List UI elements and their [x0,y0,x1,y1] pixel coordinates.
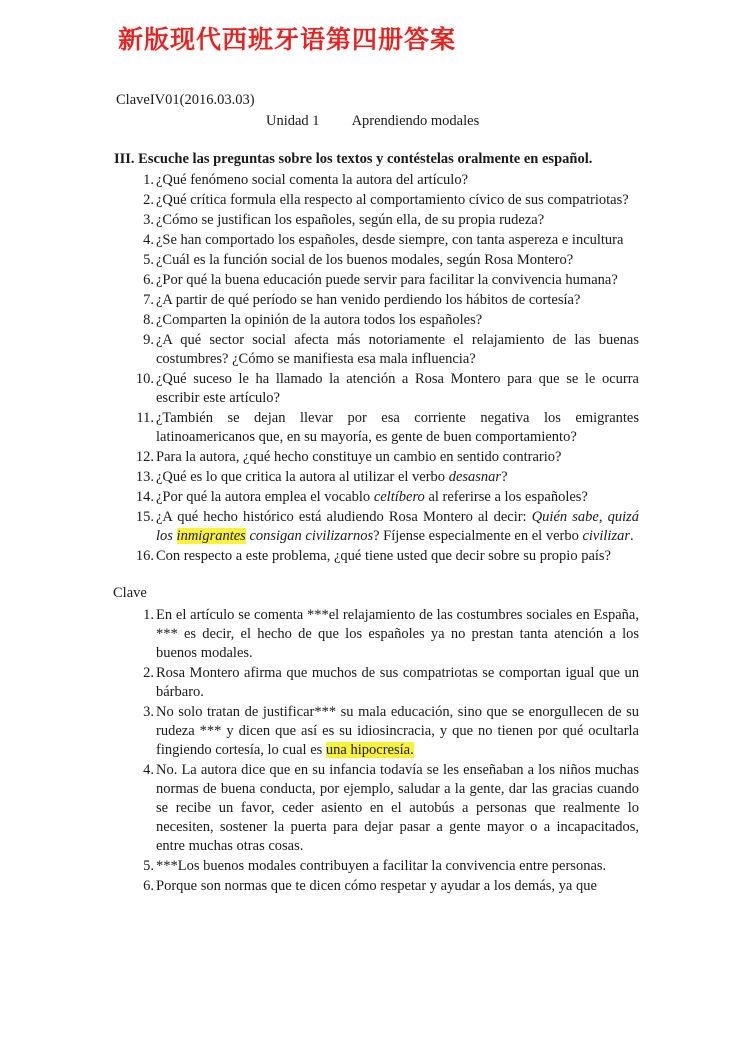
question-item [114,231,639,250]
answer-text: Porque son normas que te dicen cómo respetar y ayudar a los demás, ya que [156,878,597,894]
italic-quote: consigan civilizarnos [245,528,374,544]
item-number: 11. [136,410,154,426]
highlighted-phrase: una hipocresía. [325,742,414,758]
question-item [114,468,639,487]
question-list [114,171,639,566]
question-text-part: ¿Por qué la autora emplea el vocablo [156,489,374,505]
answer-item [114,703,639,760]
question-item [114,370,639,408]
answers-title: Clave [113,585,147,601]
question-item [114,191,639,210]
question-item [114,448,639,467]
question-text: ¿A qué sector social afecta más notoriamente el relajamiento de las buenas costumbres? ¿Cómo se manifiesta esa mala influencia? [156,332,639,367]
item-number: 13. [135,469,154,485]
question-text-part: ¿Qué es lo que critica la autora al utilizar el verbo [156,469,449,485]
question-text: ¿Qué crítica formula ella respecto al comportamiento cívico de sus compatriotas? [156,192,629,208]
highlighted-term: inmigrantes [176,528,246,544]
question-text: ¿También se dejan llevar por esa corriente negativa los emigrantes latinoamericanos que, en su mayoría, es gente de buen comportamiento? [156,410,639,445]
italic-term: celtíbero [373,489,425,505]
question-item [114,547,639,566]
question-item [114,409,639,447]
item-number: 14. [135,489,154,505]
item-number: 2. [143,192,154,208]
question-text: ¿Comparten la opinión de la autora todos los españoles? [156,312,483,328]
document-body [114,150,639,897]
item-number: 2. [143,665,154,681]
item-number: 1. [143,607,154,623]
question-text: ¿Se han comportado los españoles, desde siempre, con tanta aspereza e incultura [156,232,624,248]
italic-quote: Quién sabe, quizá los [156,509,639,544]
item-number: 3. [143,704,154,720]
question-text: ¿Cómo se justifican los españoles, según ella, de su propia rudeza? [156,212,545,228]
item-number: 10. [135,371,154,387]
answer-text-part: No solo tratan de justificar*** su mala educación, sino que se enorgullecen de su rudeza *** y dicen que así es su idiosincracia, y que no tienen por qué ocultarla fingiendo cortesía, lo cual es [156,704,639,758]
question-item [114,291,639,310]
question-text: ¿Por qué la buena educación puede servir para facilitar la convivencia humana? [156,272,618,288]
item-number: 9. [143,332,154,348]
question-text: ¿Qué fenómeno social comenta la autora del artículo? [156,172,469,188]
answer-text: No. La autora dice que en su infancia todavía se les enseñaban a los niños muchas normas de buena conducta, por ejemplo, saludar a la gente, dar las gracias cuando se recibe un favor, ceder asiento en el autobús a personas que realmente lo necesiten, sostener la puerta para dejar pasar a gente mayor o a incapacitados, entre muchas otras cosas. [156,762,639,854]
answer-item [114,857,639,876]
question-text-part: . [630,528,634,544]
question-text: Para la autora, ¿qué hecho constituye un cambio en sentido contrario? [156,449,562,465]
question-item [114,311,639,330]
banner-title: 新版现代西班牙语第四册答案 [118,25,457,54]
answer-text: En el artículo se comenta ***el relajamiento de las costumbres sociales en España, *** es decir, el hecho de que los españoles ya no prestan tanta atención a los buenos modales. [156,607,639,661]
question-text: ¿Qué suceso le ha llamado la atención a Rosa Montero para que se le ocurra escribir este artículo? [156,371,639,406]
question-item [114,271,639,290]
unit-number: Unidad 1 [266,113,320,129]
unit-header [266,113,479,130]
document-id: ClaveIV01(2016.03.03) [116,92,255,108]
question-item [114,251,639,270]
section-heading: III. Escuche las preguntas sobre los textos y contéstelas oralmente en español. [114,151,593,167]
item-number: 6. [143,878,154,894]
question-item [114,331,639,369]
answer-text: Rosa Montero afirma que muchos de sus compatriotas se comportan igual que un bárbaro. [156,665,639,700]
question-item [114,488,639,507]
item-number: 6. [143,272,154,288]
answer-list [114,606,639,896]
italic-term: desasnar [448,469,502,485]
unit-title: Aprendiendo modales [351,113,480,129]
item-number: 1. [143,172,154,188]
question-text-part: ? [501,469,508,485]
question-item [114,508,639,546]
question-text-part: ? Fíjense especialmente en el verbo [373,528,583,544]
answer-item [114,664,639,702]
italic-term: civilizar [582,528,630,544]
question-text-part: ¿A qué hecho histórico está aludiendo Rosa Montero al decir: [156,509,532,525]
item-number: 7. [143,292,154,308]
item-number: 16. [135,548,154,564]
answer-item [114,606,639,663]
item-number: 4. [143,232,154,248]
question-text: Con respecto a este problema, ¿qué tiene usted que decir sobre su propio país? [156,548,611,564]
answer-text: ***Los buenos modales contribuyen a facilitar la convivencia entre personas. [156,858,607,874]
question-text: ¿A partir de qué período se han venido perdiendo los hábitos de cortesía? [156,292,581,308]
item-number: 3. [143,212,154,228]
question-text-part: al referirse a los españoles? [424,489,588,505]
item-number: 15. [135,509,154,525]
item-number: 5. [143,858,154,874]
item-number: 5. [143,252,154,268]
item-number: 4. [143,762,154,778]
question-item [114,171,639,190]
answer-item [114,877,639,896]
item-number: 12. [135,449,154,465]
item-number: 8. [143,312,154,328]
question-text: ¿Cuál es la función social de los buenos modales, según Rosa Montero? [156,252,574,268]
answer-item [114,761,639,856]
question-item [114,211,639,230]
